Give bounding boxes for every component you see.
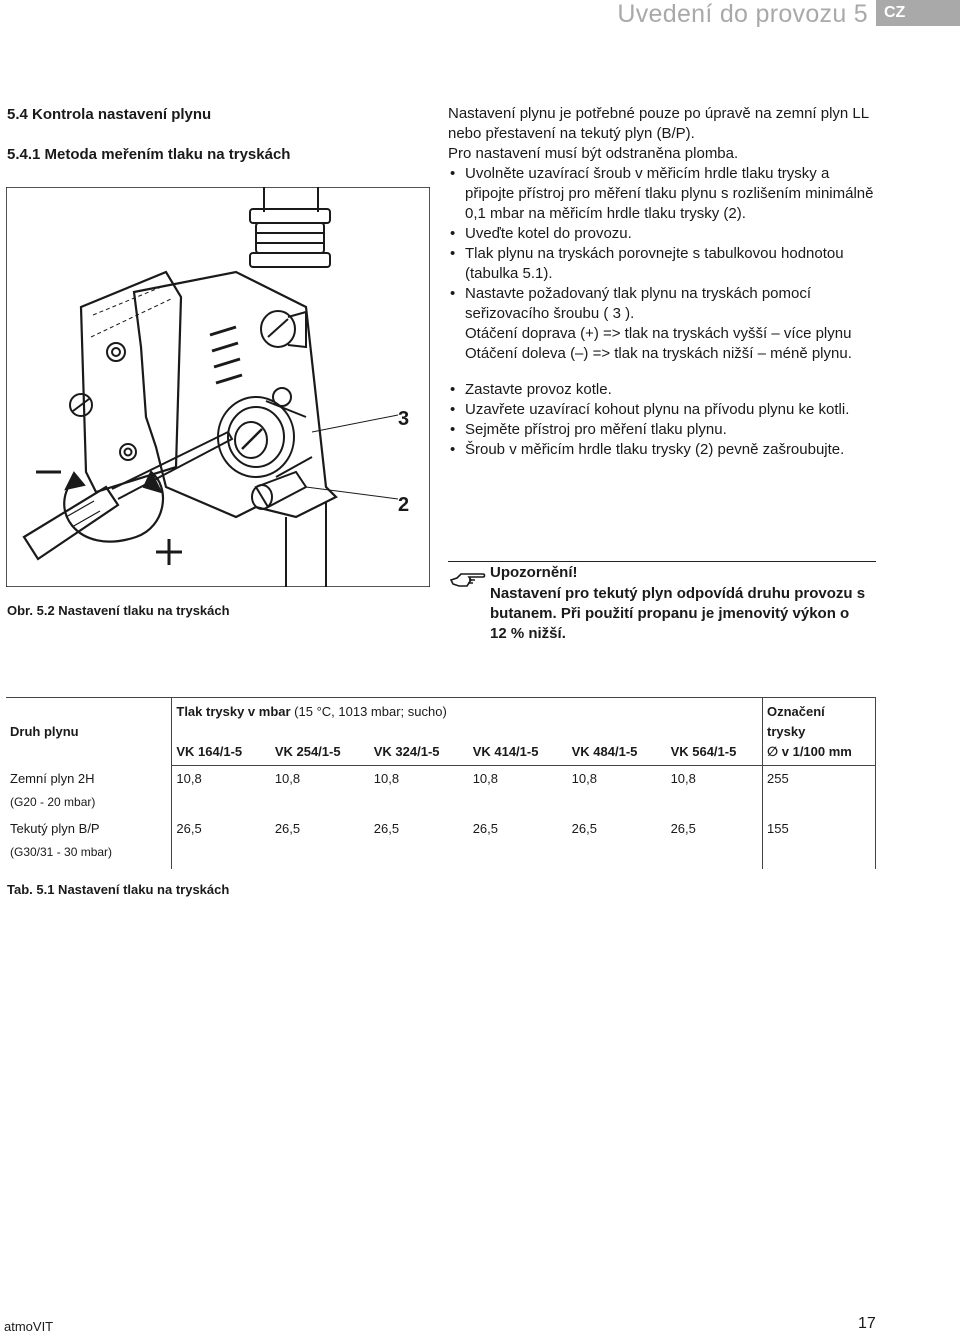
pressure-header-conditions: (15 °C, 1013 mbar; sucho) — [290, 704, 447, 719]
gas-type-header: Druh plynu — [6, 698, 172, 766]
intro-paragraph: Pro nastavení musí být odstraněna plomba. — [448, 145, 739, 162]
marking-cell: 155 — [763, 816, 876, 841]
pressure-cell: 26,5 — [373, 820, 400, 836]
pressure-cell: 10,8 — [373, 771, 400, 786]
subsection-heading: 5.4.1 Metoda meřením tlaku na tryskách — [7, 146, 291, 163]
marking-header-2: trysky — [763, 722, 876, 742]
callout-number-3: 3 — [398, 408, 410, 430]
note-divider — [448, 561, 876, 562]
rotation-note-right: Otáčení doprava (+) => tlak na tryskách vyšší – více plynu — [465, 325, 852, 342]
gas-type-cell: Tekutý plyn B/P — [10, 820, 100, 836]
pressure-cell: 10,8 — [670, 771, 696, 786]
page-number: 17 — [858, 1315, 876, 1332]
instruction-bullet: • Tlak plynu na tryskách porovnejte s tabulkovou hodnotou (tabulka 5.1). — [448, 244, 878, 284]
marking-header: Označení — [763, 698, 876, 722]
footer-brand: atmoVIT — [4, 1319, 54, 1334]
marking-cell: 255 — [763, 766, 876, 791]
instruction-bullet: • Uzavřete uzavírací kohout plynu na přívodu plynu ke kotli. — [448, 400, 878, 420]
figure-caption: Obr. 5.2 Nastavení tlaku na tryskách — [7, 603, 230, 618]
pressure-header — [172, 698, 763, 722]
pressure-cell: 10,8 — [274, 771, 301, 786]
gas-valve-illustration — [6, 187, 430, 587]
instruction-bullet: • Nastavte požadovaný tlak plynu na tryskách pomocí seřizovacího šroubu ( 3 ). — [448, 284, 878, 324]
instruction-bullet: • Uvolněte uzavírací šroub v měřicím hrdle tlaku trysky a připojte přístroj pro měření tlaku plynu s rozlišením minimálně 0,1 mbar na měřicím hrdle tlaku trysky (2). — [448, 164, 878, 224]
callout-number-2: 2 — [398, 494, 410, 516]
gas-spec-cell: (G30/31 - 30 mbar) — [10, 844, 113, 859]
pressure-cell: 26,5 — [472, 820, 498, 836]
model-header: VK 254/1-5 — [271, 742, 370, 766]
pressure-cell: 10,8 — [172, 766, 271, 791]
rotation-note-left: Otáčení doleva (–) => tlak na tryskách nižší – méně plynu. — [465, 345, 852, 362]
language-badge: CZ — [876, 0, 960, 26]
pressure-cell: 26,5 — [670, 820, 696, 836]
pressure-header-bold: Tlak trysky v mbar — [176, 704, 291, 719]
pressure-cell: 26,5 — [571, 820, 597, 836]
model-header: VK 164/1-5 — [172, 742, 271, 766]
pressure-cell: 26,5 — [172, 816, 271, 841]
note-body: Nastavení pro tekutý plyn odpovídá druhu provozu s butanem. Při použití propanu je jmenovitý výkon o 12 % nižší. — [490, 585, 866, 642]
model-header: VK 414/1-5 — [469, 742, 568, 766]
page-header-title: Uvedení do provozu 5 — [617, 0, 868, 28]
pressure-cell: 10,8 — [472, 771, 498, 786]
model-header: VK 484/1-5 — [568, 742, 667, 766]
instruction-bullet: • Šroub v měřicím hrdle tlaku trysky (2) pevně zašroubujte. — [448, 440, 878, 460]
table-caption: Tab. 5.1 Nastavení tlaku na tryskách — [7, 882, 230, 897]
model-header: VK 324/1-5 — [370, 742, 469, 766]
pointing-hand-icon — [449, 568, 487, 590]
instruction-bullet: • Zastavte provoz kotle. — [448, 380, 878, 400]
instructions-text — [448, 104, 878, 460]
instruction-bullet: • Uveďte kotel do provozu. — [448, 224, 878, 244]
gas-spec-cell: (G20 - 20 mbar) — [10, 794, 96, 809]
section-heading: 5.4 Kontrola nastavení plynu — [7, 106, 212, 123]
note-heading: Upozornění! — [490, 564, 578, 581]
marking-header-3: ∅ v 1/100 mm — [763, 742, 876, 766]
pressure-cell: 10,8 — [571, 771, 597, 786]
nozzle-pressure-table — [6, 697, 876, 869]
gas-type-cell: Zemní plyn 2H — [10, 770, 95, 786]
model-header: VK 564/1-5 — [667, 742, 763, 766]
instruction-bullet: • Sejměte přístroj pro měření tlaku plynu. — [448, 420, 878, 440]
pressure-cell: 26,5 — [274, 820, 301, 836]
intro-paragraph: Nastavení plynu je potřebné pouze po úpravě na zemní plyn LL nebo přestavení na tekutý plyn (B/P). — [448, 105, 869, 142]
